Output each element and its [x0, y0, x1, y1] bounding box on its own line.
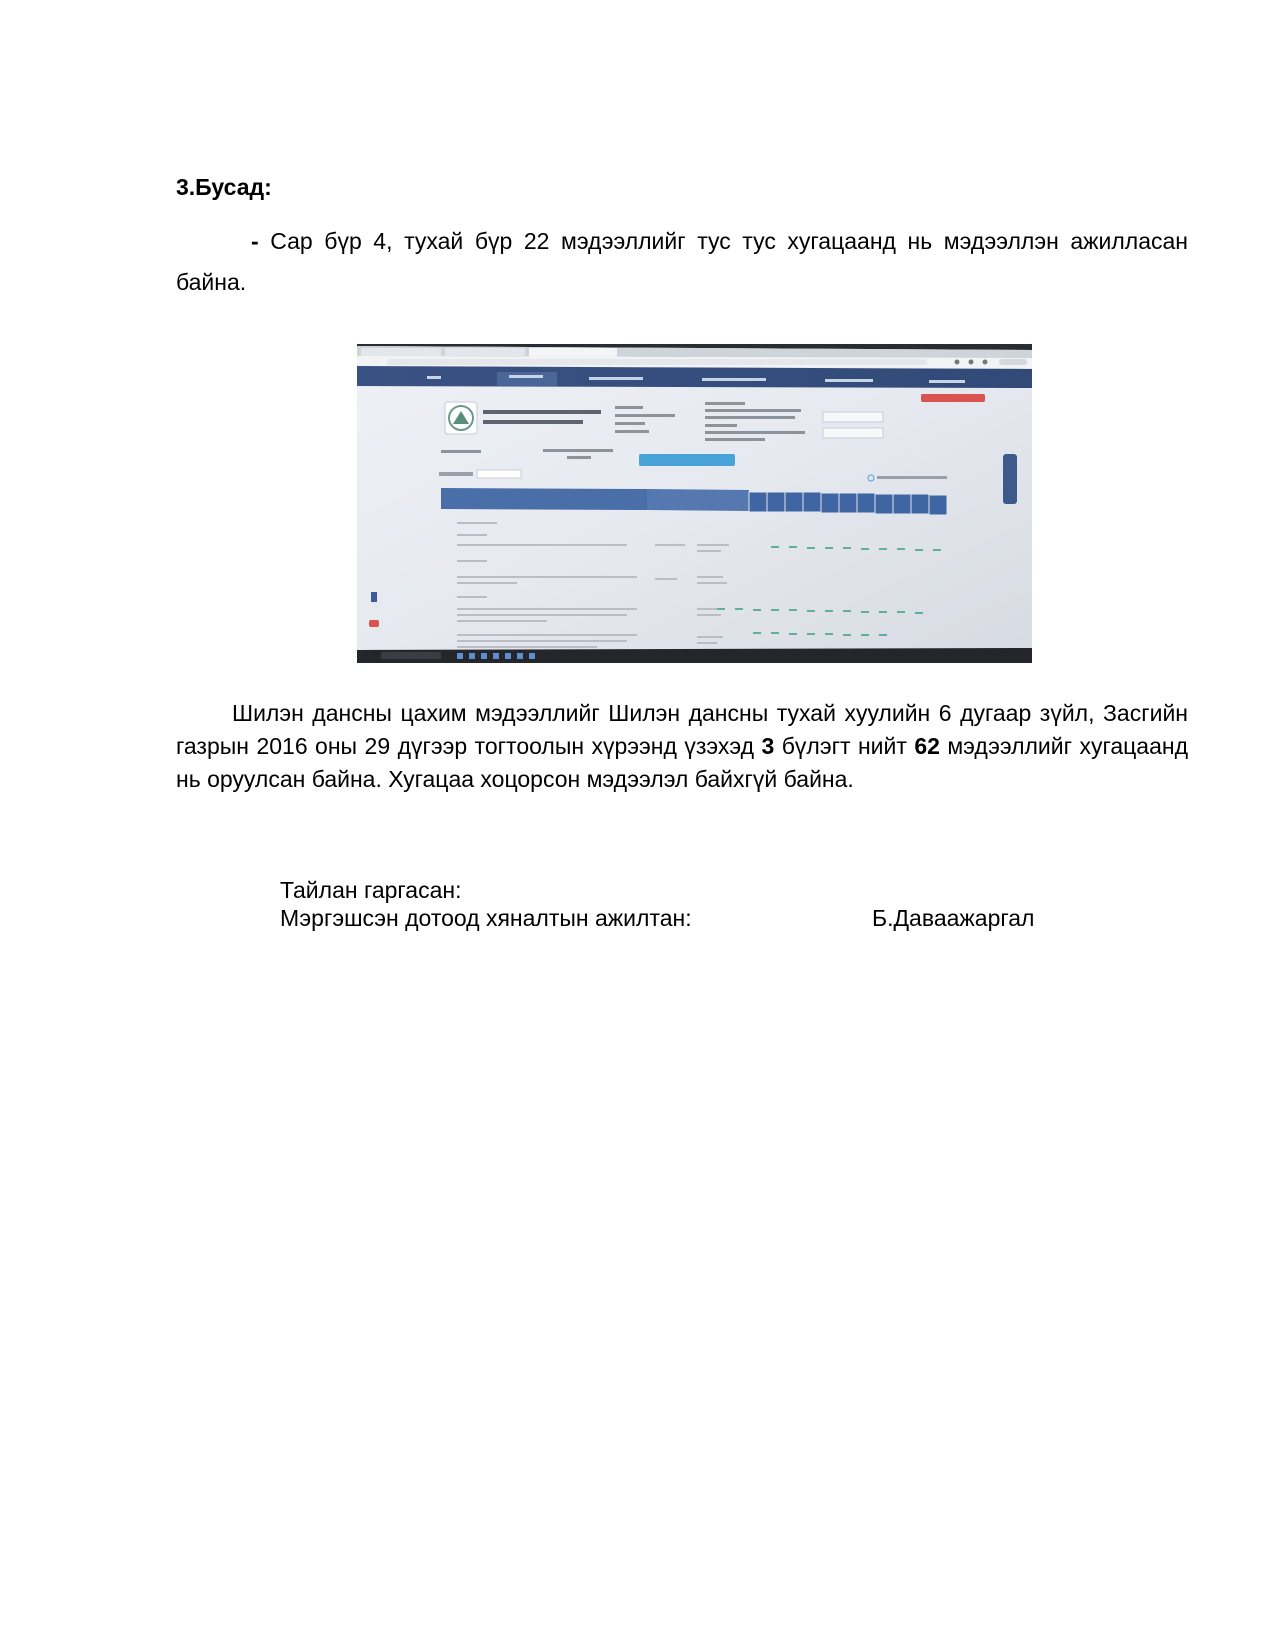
report-count: 62 [914, 733, 940, 759]
paragraph-glass-account-part1: Шилэн дансны цахим мэдээллийг Шилэн дансны тухай хуулийн 6 дугаар зүйл, Засгийн газрын 2016 оны 29 дүгээр тогтоолын хүрээнд үзэхэд [176, 700, 1188, 759]
signer-name: Б.Даваажаргал [872, 905, 1035, 931]
paragraph-monthly-reports [176, 221, 1188, 303]
signer-role: Мэргэшсэн дотоод хяналтын ажилтан: [280, 905, 692, 931]
report-prepared-label: Тайлан гаргасан: [280, 877, 462, 903]
bullet-dash: - [251, 228, 259, 254]
paragraph-glass-account [176, 697, 1188, 796]
paragraph-glass-account-part2: бүлэгт нийт [774, 733, 915, 759]
browser-screenshot-photo [357, 344, 1032, 663]
photo-image [357, 344, 1032, 663]
paragraph-monthly-reports-text: Сар бүр 4, тухай бүр 22 мэдээллийг тус тус хугацаанд нь мэдээллэн ажилласан байна. [176, 228, 1188, 295]
paragraph-glass-account-part3: мэдээллийг хугацаанд нь оруулсан байна. Хугацаа хоцорсон мэдээлэл байхгүй байна. [176, 733, 1188, 792]
section-heading: 3.Бусад: [176, 174, 272, 200]
chapter-count: 3 [761, 733, 775, 759]
